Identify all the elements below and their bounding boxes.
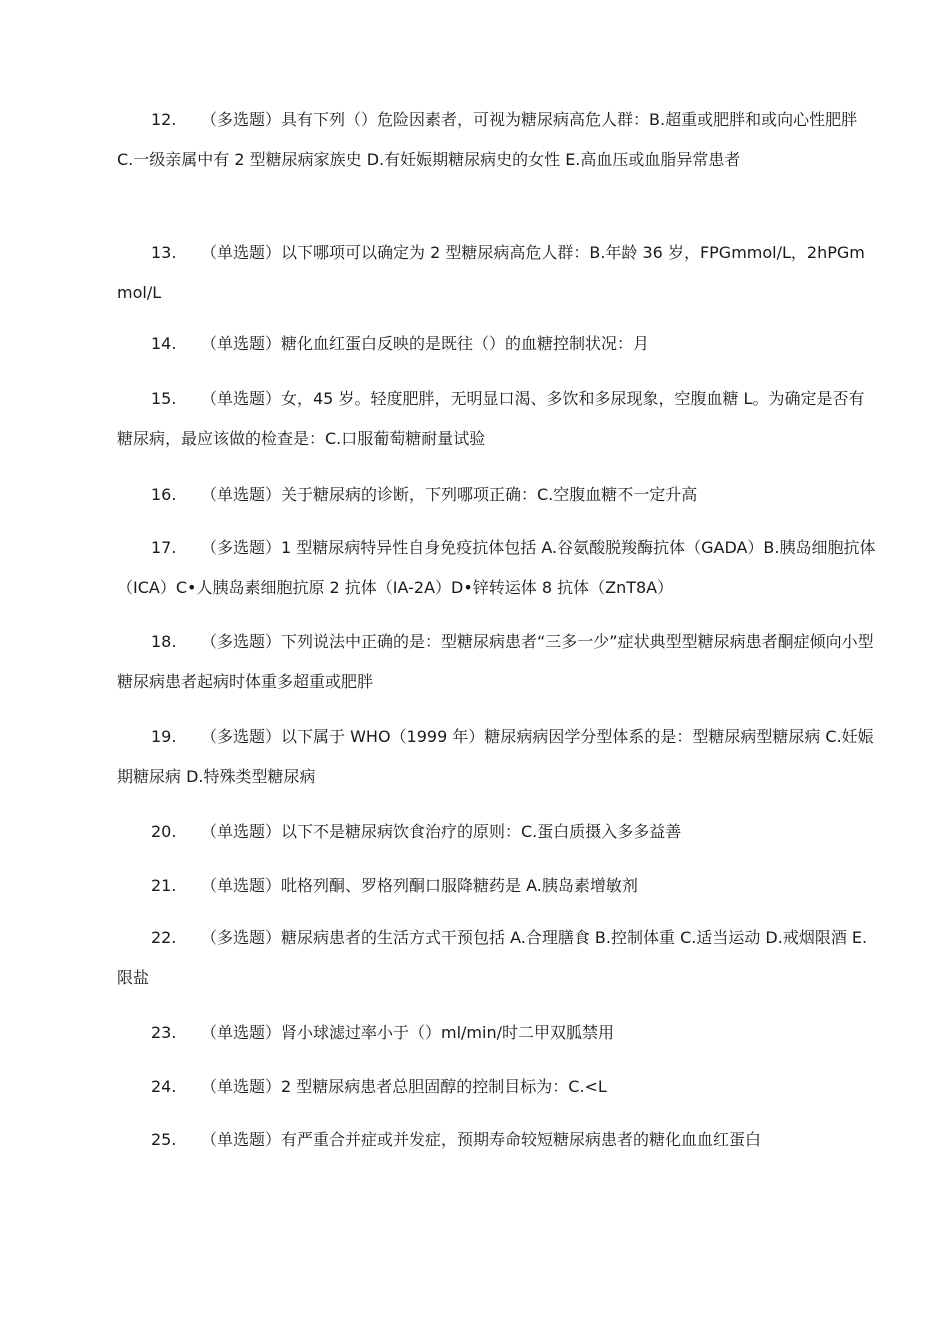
question-number: 12. — [151, 110, 177, 129]
question-text: （多选题）下列说法中正确的是：型糖尿病患者“三多一少”症状典型型糖尿病患者酮症倾向小型糖尿病患者起病时体重多超重或肥胖 — [117, 632, 874, 691]
question-number: 14. — [151, 334, 177, 353]
question-24 — [117, 1067, 877, 1107]
question-number: 21. — [151, 876, 177, 895]
question-12 — [117, 100, 877, 180]
question-text: （单选题）以下不是糖尿病饮食治疗的原则：C.蛋白质摄入多多益善 — [201, 822, 682, 841]
question-16 — [117, 475, 877, 515]
question-number: 16. — [151, 485, 177, 504]
question-number: 19. — [151, 727, 177, 746]
question-text: （多选题）糖尿病患者的生活方式干预包括 A.合理膳食 B.控制体重 C.适当运动 D.戒烟限酒 E.限盐 — [117, 928, 868, 987]
question-text: （单选题）女，45 岁。轻度肥胖，无明显口渴、多饮和多尿现象，空腹血糖 L。为确定是否有糖尿病，最应该做的检查是：C.口服葡萄糖耐量试验 — [117, 389, 865, 448]
question-number: 23. — [151, 1023, 177, 1042]
question-number: 22. — [151, 928, 177, 947]
question-text: （多选题）具有下列（）危险因素者，可视为糖尿病高危人群：B.超重或肥胖和或向心性肥胖 C.一级亲属中有 2 型糖尿病家族史 D.有妊娠期糖尿病史的女性 E.高血压或血脂异常患者 — [117, 110, 858, 169]
question-19 — [117, 717, 877, 797]
question-number: 17. — [151, 538, 177, 557]
question-13 — [117, 233, 877, 313]
question-text: （单选题）2 型糖尿病患者总胆固醇的控制目标为：C.<L — [201, 1077, 607, 1096]
question-number: 18. — [151, 632, 177, 651]
question-25 — [117, 1120, 877, 1160]
question-text: （多选题）1 型糖尿病特异性自身免疫抗体包括 A.谷氨酸脱羧酶抗体（GADA）B.胰岛细胞抗体（ICA）C•人胰岛素细胞抗原 2 抗体（IA-2A）D•锌转运体 8 抗体（ZnT8A） — [117, 538, 876, 597]
question-17 — [117, 528, 877, 608]
question-text: （单选题）以下哪项可以确定为 2 型糖尿病高危人群：B.年龄 36 岁，FPGmmol/L，2hPGmmol/L — [117, 243, 865, 302]
question-text: （单选题）吡格列酮、罗格列酮口服降糖药是 A.胰岛素增敏剂 — [201, 876, 638, 895]
question-number: 24. — [151, 1077, 177, 1096]
question-20 — [117, 812, 877, 852]
question-21 — [117, 866, 877, 906]
question-text: （单选题）肾小球滤过率小于（）ml/min/时二甲双胍禁用 — [201, 1023, 614, 1042]
question-text: （单选题）关于糖尿病的诊断，下列哪项正确：C.空腹血糖不一定升高 — [201, 485, 698, 504]
question-text: （单选题）有严重合并症或并发症，预期寿命较短糖尿病患者的糖化血血红蛋白 — [201, 1130, 762, 1149]
question-number: 15. — [151, 389, 177, 408]
question-text: （多选题）以下属于 WHO（1999 年）糖尿病病因学分型体系的是：型糖尿病型糖尿病 C.妊娠期糖尿病 D.特殊类型糖尿病 — [117, 727, 874, 786]
question-number: 13. — [151, 243, 177, 262]
question-23 — [117, 1013, 877, 1053]
question-text: （单选题）糖化血红蛋白反映的是既往（）的血糖控制状况：月 — [201, 334, 650, 353]
question-18 — [117, 622, 877, 702]
question-number: 20. — [151, 822, 177, 841]
question-14 — [117, 324, 877, 364]
question-22 — [117, 918, 877, 998]
question-number: 25. — [151, 1130, 177, 1149]
question-15 — [117, 379, 877, 459]
